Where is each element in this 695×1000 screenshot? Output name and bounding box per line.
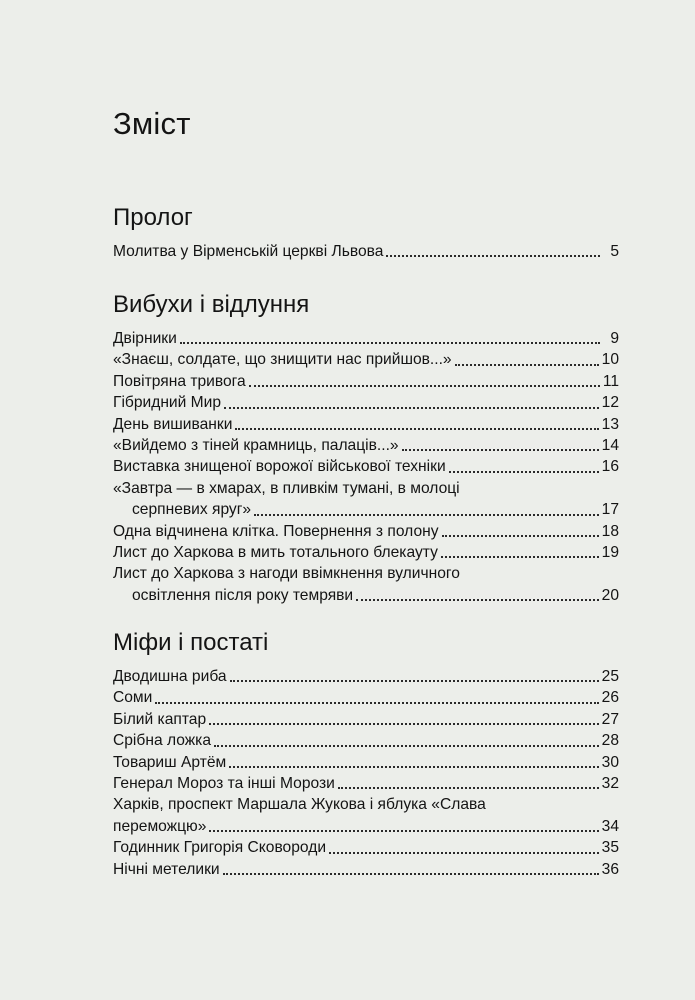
toc-entry-title-line1: Харків, проспект Маршала Жукова і яблука «Слава: [113, 796, 486, 814]
toc-entry[interactable]: [113, 730, 619, 751]
toc-entry-page: 28: [601, 732, 619, 750]
toc-entry[interactable]: [113, 773, 619, 794]
toc-entry-title: Дводишна риба: [113, 668, 227, 685]
toc-entry-last-line: [113, 499, 619, 520]
toc-entry[interactable]: [113, 328, 619, 349]
toc-entry-page: 25: [601, 668, 619, 685]
toc-entry[interactable]: [113, 241, 619, 262]
toc-section-explosions: [113, 290, 619, 606]
dot-leader: [455, 364, 599, 366]
toc-entry[interactable]: [113, 709, 619, 730]
toc-entry-last-line: [113, 585, 619, 606]
toc-entry-page: 14: [601, 437, 619, 455]
toc-entry-title: Виставка знищеної ворожої військової техніки: [113, 458, 446, 476]
toc-entry-title: «Знаєш, солдате, що знищити нас прийшов...»: [113, 351, 452, 369]
toc-entry[interactable]: [113, 542, 619, 563]
toc-entry[interactable]: [113, 349, 619, 370]
toc-entry-page: 20: [601, 586, 619, 604]
toc-entry-title: «Вийдемо з тіней крамниць, палаців...»: [113, 437, 399, 455]
dot-leader: [442, 535, 599, 537]
toc-entry-multiline[interactable]: [113, 563, 619, 606]
section-heading: Пролог: [113, 204, 193, 231]
toc-entry-title: Генерал Мороз та інші Морози: [113, 775, 335, 793]
toc-entry-page: 11: [602, 372, 619, 390]
toc-entry-title: Білий каптар: [113, 710, 207, 728]
toc-entry-title: Двірники: [113, 330, 177, 347]
dot-leader: [356, 599, 599, 601]
dot-leader: [249, 385, 600, 387]
toc-entry-page: 13: [601, 415, 619, 433]
toc-entry-page: 32: [601, 775, 619, 793]
toc-entry-title: Нічні метелики: [113, 860, 220, 878]
toc-entry-title-line1: «Завтра — в хмарах, в пливкім тумані, в молоці: [113, 479, 460, 497]
toc-entry-page: 30: [601, 753, 619, 771]
toc-entry-title-line1: Лист до Харкова з нагоди ввімкнення вуличного: [113, 565, 460, 583]
toc-entry-title: Годинник Григорія Сковороди: [113, 839, 327, 857]
dot-leader: [155, 702, 598, 704]
toc-entry-title: Соми: [113, 689, 153, 707]
toc-entry-title: Гібридний Мир: [113, 394, 222, 412]
toc-entry-page: 35: [601, 839, 619, 857]
toc-entry-page: 16: [601, 458, 619, 476]
toc-entry-title: Товариш Артём: [113, 753, 227, 771]
toc-entry-title-line2: серпневих яруг»: [132, 501, 252, 519]
toc-entry-title-line2: переможцю»: [113, 817, 207, 835]
toc-entry-page: 26: [601, 689, 619, 707]
dot-leader: [229, 766, 598, 768]
toc-entry-page: 12: [601, 394, 619, 412]
toc-entry-multiline[interactable]: [113, 794, 619, 837]
dot-leader: [214, 745, 599, 747]
toc-entry-title-line2: освітлення після року темряви: [132, 586, 354, 604]
toc-entry-page: 34: [601, 817, 619, 835]
section-heading: Міфи і постаті: [113, 629, 269, 656]
toc-section-prologue: [113, 203, 619, 262]
toc-entry-page: 27: [601, 710, 619, 728]
toc-entry[interactable]: [113, 521, 619, 542]
toc-entry[interactable]: [113, 371, 619, 392]
dot-leader: [329, 852, 599, 854]
toc-entry[interactable]: [113, 456, 619, 477]
toc-entry-multiline[interactable]: [113, 478, 619, 521]
dot-leader: [386, 255, 600, 257]
toc-entry-title: Одна відчинена клітка. Повернення з полону: [113, 522, 439, 540]
toc-entry-page: 36: [601, 860, 619, 878]
toc-entry-last-line: [113, 816, 619, 837]
dot-leader: [235, 428, 598, 430]
dot-leader: [449, 471, 599, 473]
toc-entry[interactable]: [113, 859, 619, 880]
toc-entry-page: 5: [610, 243, 619, 260]
toc-entry[interactable]: [113, 666, 619, 687]
toc-entry-page: 18: [601, 522, 619, 540]
toc-section-myths: [113, 628, 619, 880]
dot-leader: [209, 830, 598, 832]
toc-entry-page: 10: [601, 351, 619, 369]
toc-entry-title: Срібна ложка: [113, 732, 211, 750]
toc-entry-title: Молитва у Вірменській церкві Львова: [113, 243, 384, 260]
toc-entry-page: 17: [601, 501, 619, 519]
page-title: Зміст: [113, 106, 191, 141]
toc-entry[interactable]: [113, 392, 619, 413]
toc-entry-title: Повітряна тривога: [113, 372, 246, 390]
toc-entry[interactable]: [113, 752, 619, 773]
dot-leader: [338, 787, 599, 789]
toc-entry[interactable]: [113, 435, 619, 456]
dot-leader: [180, 342, 600, 344]
dot-leader: [209, 723, 598, 725]
toc-entry-title: Лист до Харкова в мить тотального блекауту: [113, 544, 438, 562]
toc-entry-page: 9: [610, 330, 619, 347]
dot-leader: [223, 873, 599, 875]
toc-entry[interactable]: [113, 414, 619, 435]
dot-leader: [254, 514, 599, 516]
section-heading: Вибухи і відлуння: [113, 291, 310, 318]
toc-entry-page: 19: [601, 544, 619, 562]
toc-entry[interactable]: [113, 837, 619, 858]
toc-entry-title: День вишиванки: [113, 415, 233, 433]
dot-leader: [441, 556, 599, 558]
toc-entry[interactable]: [113, 687, 619, 708]
dot-leader: [402, 449, 599, 451]
dot-leader: [230, 680, 599, 682]
dot-leader: [224, 407, 599, 409]
